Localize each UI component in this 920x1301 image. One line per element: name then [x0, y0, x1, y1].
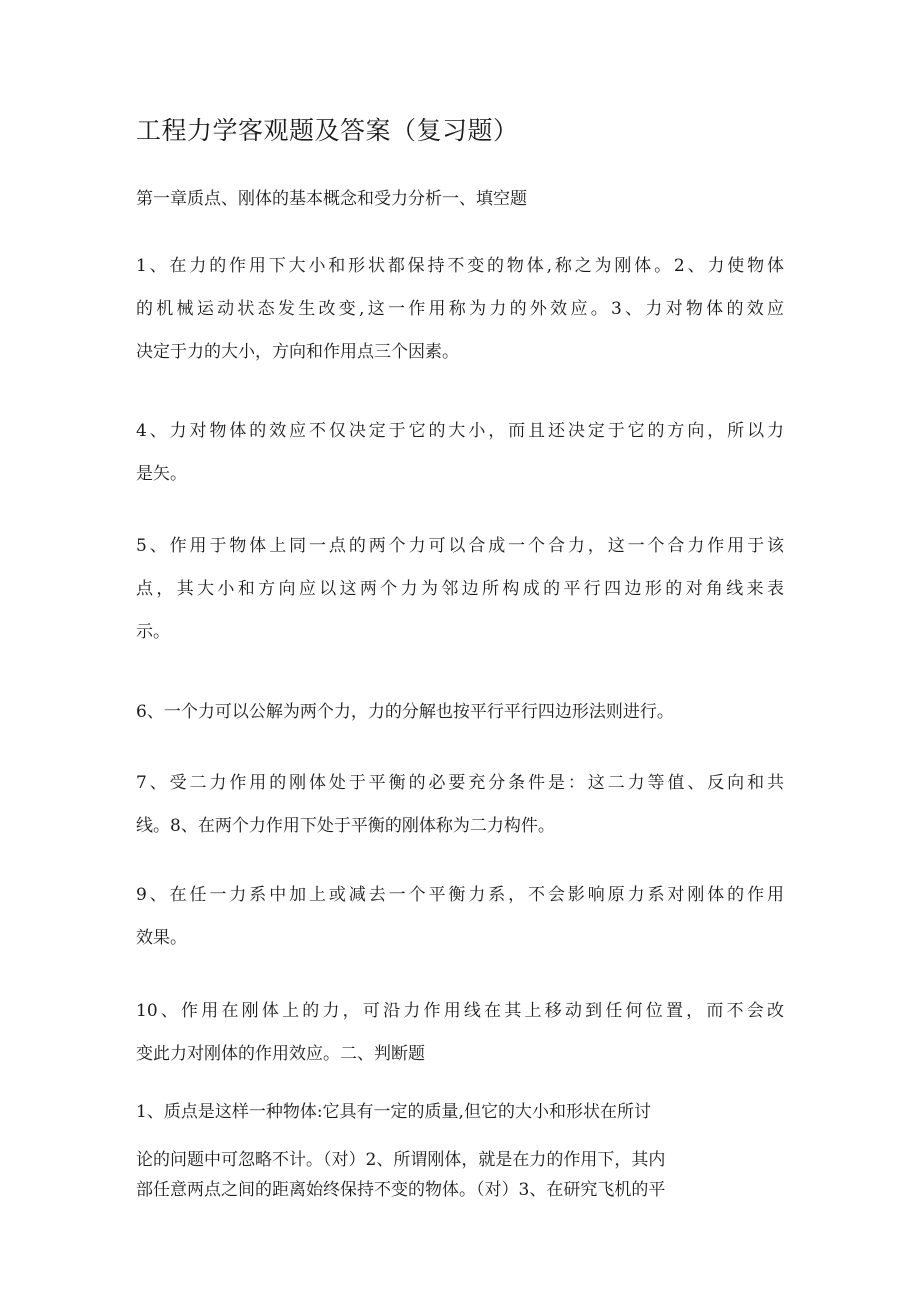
paragraph-line: 点，其大小和方向应以这两个力为邻边所构成的平行四边形的对角线来表 — [136, 579, 784, 599]
paragraph-line: 的机械运动状态发生改变,这一作用称为力的外效应。3、力对物体的效应 — [136, 299, 784, 319]
paragraph-fill-7-8 — [136, 762, 784, 848]
paragraph-fill-9 — [136, 874, 784, 960]
paragraph-line: 4、力对物体的效应不仅决定于它的大小，而且还决定于它的方向，所以力 — [136, 421, 784, 441]
paragraph-fill-6 — [136, 691, 784, 734]
paragraph-fill-10 — [136, 990, 784, 1076]
paragraph-line: 7、受二力作用的刚体处于平衡的必要充分条件是：这二力等值、反向和共 — [136, 773, 784, 793]
paragraph-line: 效果。 — [136, 928, 187, 948]
paragraph-line: 示。 — [136, 622, 170, 642]
paragraph-fill-1-3 — [136, 245, 784, 374]
paragraph-fill-4 — [136, 410, 784, 496]
paragraph-line: 10、作用在刚体上的力，可沿力作用线在其上移动到任何位置，而不会改 — [136, 1001, 784, 1021]
paragraph-line: 9、在任一力系中加上或减去一个平衡力系，不会影响原力系对刚体的作用 — [136, 885, 784, 905]
paragraph-line: 6、一个力可以公解为两个力，力的分解也按平行平行四边形法则进行。 — [136, 702, 674, 722]
paragraph-line: 1、在力的作用下大小和形状都保持不变的物体,称之为刚体。2、力使物体 — [136, 256, 784, 276]
paragraph-line: 决定于力的大小，方向和作用点三个因素。 — [136, 342, 459, 362]
chapter-heading: 第一章质点、刚体的基本概念和受力分析一、填空题 — [136, 189, 527, 209]
document-title: 工程力学客观题及答案（复习题） — [136, 116, 519, 145]
tf-line-1: 1、质点是这样一种物体:它具有一定的质量,但它的大小和形状在所讨 — [136, 1102, 651, 1122]
paragraph-line: 5、作用于物体上同一点的两个力可以合成一个合力，这一个合力作用于该 — [136, 536, 784, 556]
paragraph-line: 线。8、在两个力作用下处于平衡的刚体称为二力构件。 — [136, 816, 555, 836]
tf-line-2: 论的问题中可忽略不计。（对）2、所谓刚体，就是在力的作用下，其内 — [136, 1150, 666, 1170]
paragraph-fill-5 — [136, 525, 784, 654]
paragraph-line: 是矢。 — [136, 464, 187, 484]
paragraph-line: 变此力对刚体的作用效应。二、判断题 — [136, 1044, 425, 1064]
tf-line-3: 部任意两点之间的距离始终保持不变的物体。（对）3、在研究飞机的平 — [136, 1180, 666, 1200]
